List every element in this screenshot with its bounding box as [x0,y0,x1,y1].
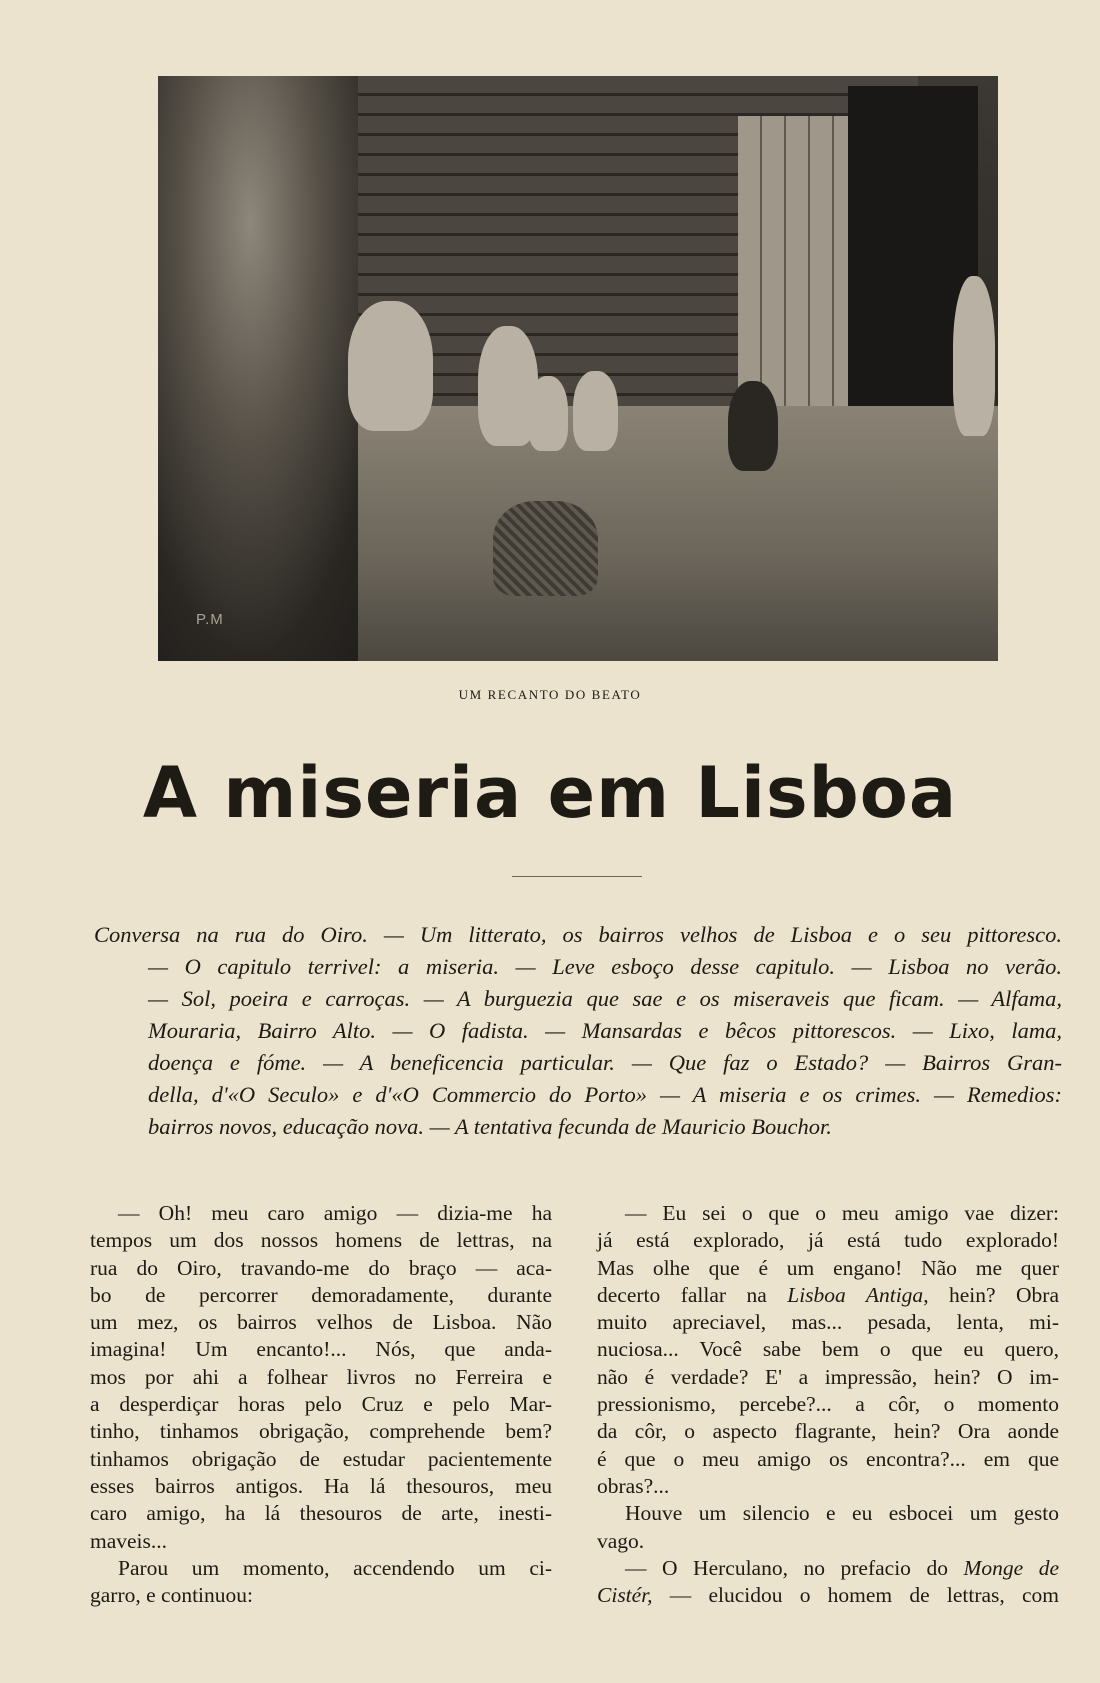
body-line: — Eu sei o que o meu amigo vae dizer: [625,1201,1059,1225]
body-line [597,1555,1059,1582]
body-text: — elucidou o homem de lettras, com [652,1583,1059,1608]
body-line: tinhamos obrigação de estudar pacientemente [90,1446,552,1471]
body-line: tinho, tinhamos obrigação, comprehende bem? [90,1419,552,1444]
summary-line: Conversa na rua do Oiro. — Um litterato, os bairros velhos de Lisboa e o seu pittoresco. [94,922,1062,947]
body-line: bo de percorrer demoradamente, durante [90,1282,552,1307]
body-line: esses bairros antigos. Ha lá thesouros, meu [90,1473,552,1498]
summary-line: doença e fóme. — A beneficencia particular. — Que faz o Estado? — Bairros Gran- [148,1050,1062,1075]
photo-figure-child [573,371,618,451]
body-line: caro amigo, ha lá thesouros de arte, inesti- [90,1501,552,1526]
photo-figure-child [528,376,568,451]
book-title-monge-de-cister: Monge de [963,1555,1059,1580]
body-line: muito apreciavel, mas... pesada, lenta, mi- [597,1310,1059,1335]
body-text: decerto fallar na [597,1282,788,1307]
body-line: obras?... [597,1473,670,1498]
book-title-lisboa-antiga: Lisboa Antiga [787,1282,924,1307]
photo-figure-child [728,381,778,471]
body-line: pressionismo, percebe?... a côr, o momento [597,1392,1059,1417]
body-line: a desperdiçar horas pelo Cruz e pelo Mar- [90,1392,552,1417]
body-text: — O Herculano, no prefacio do [625,1555,964,1580]
title-divider [512,876,642,877]
body-line [597,1582,1059,1609]
body-column-left [90,1200,552,1609]
body-line: Parou um momento, accendendo um ci- [118,1555,552,1580]
body-line: tempos um dos nossos homens de lettras, na [90,1228,552,1253]
body-line: da côr, o aspecto flagrante, hein? Ora aonde [597,1419,1059,1444]
body-line: garro, e continuou: [90,1583,253,1608]
photo-ground [358,406,998,661]
body-line: nuciosa... Você sabe bem o que eu quero, [597,1337,1059,1362]
photo-basket [493,501,598,596]
photo-figure-girl [953,276,995,436]
summary-line: — O capitulo terrivel: a miseria. — Leve esboço desse capitulo. — Lisboa no verão. [148,954,1062,979]
body-line: Mas olhe que é um engano! Não me quer [597,1255,1059,1280]
article-summary [94,919,1062,1143]
photo-caption: UM RECANTO DO BEATO [458,687,642,702]
summary-line: bairros novos, educação nova. — A tentativa fecunda de Mauricio Bouchor. [148,1114,832,1139]
body-line: já está explorado, já está tudo explorado! [597,1228,1059,1253]
body-line: Houve um silencio e eu esbocei um gesto [625,1501,1059,1526]
body-line: vago. [597,1528,645,1553]
body-line: é que o meu amigo os encontra?... em que [597,1446,1059,1471]
body-line: rua do Oiro, travando-me do braço — aca- [90,1255,552,1280]
body-line: maveis... [90,1528,168,1553]
body-text: , hein? Obra [923,1282,1059,1307]
body-column-right [597,1200,1059,1609]
body-line: imagina! Um encanto!... Nós, que anda- [90,1337,552,1362]
summary-line: Mouraria, Bairro Alto. — O fadista. — Mansardas e bêcos pittorescos. — Lixo, lama, [148,1018,1062,1043]
body-line: não é verdade? E' a impressão, hein? O im- [597,1364,1059,1389]
summary-line: della, d'«O Seculo» e d'«O Commercio do Porto» — A miseria e os crimes. — Remedios: [148,1082,1062,1107]
photo-figure-man [348,301,433,431]
photo-monogram: P.M [196,611,224,628]
body-line [597,1282,1059,1309]
body-line: mos por ahi a folhear livros no Ferreira e [90,1364,552,1389]
photograph [158,76,998,661]
body-line: um mez, os bairros velhos de Lisboa. Não [90,1310,552,1335]
summary-line: — Sol, poeira e carroças. — A burguezia que sae e os miseraveis que ficam. — Alfama, [148,986,1062,1011]
body-line: — Oh! meu caro amigo — dizia-me ha [118,1201,552,1225]
article-title: A miseria em Lisboa [142,752,958,834]
book-title-monge-de-cister: Cistér, [597,1583,653,1608]
photo-door [738,116,848,406]
